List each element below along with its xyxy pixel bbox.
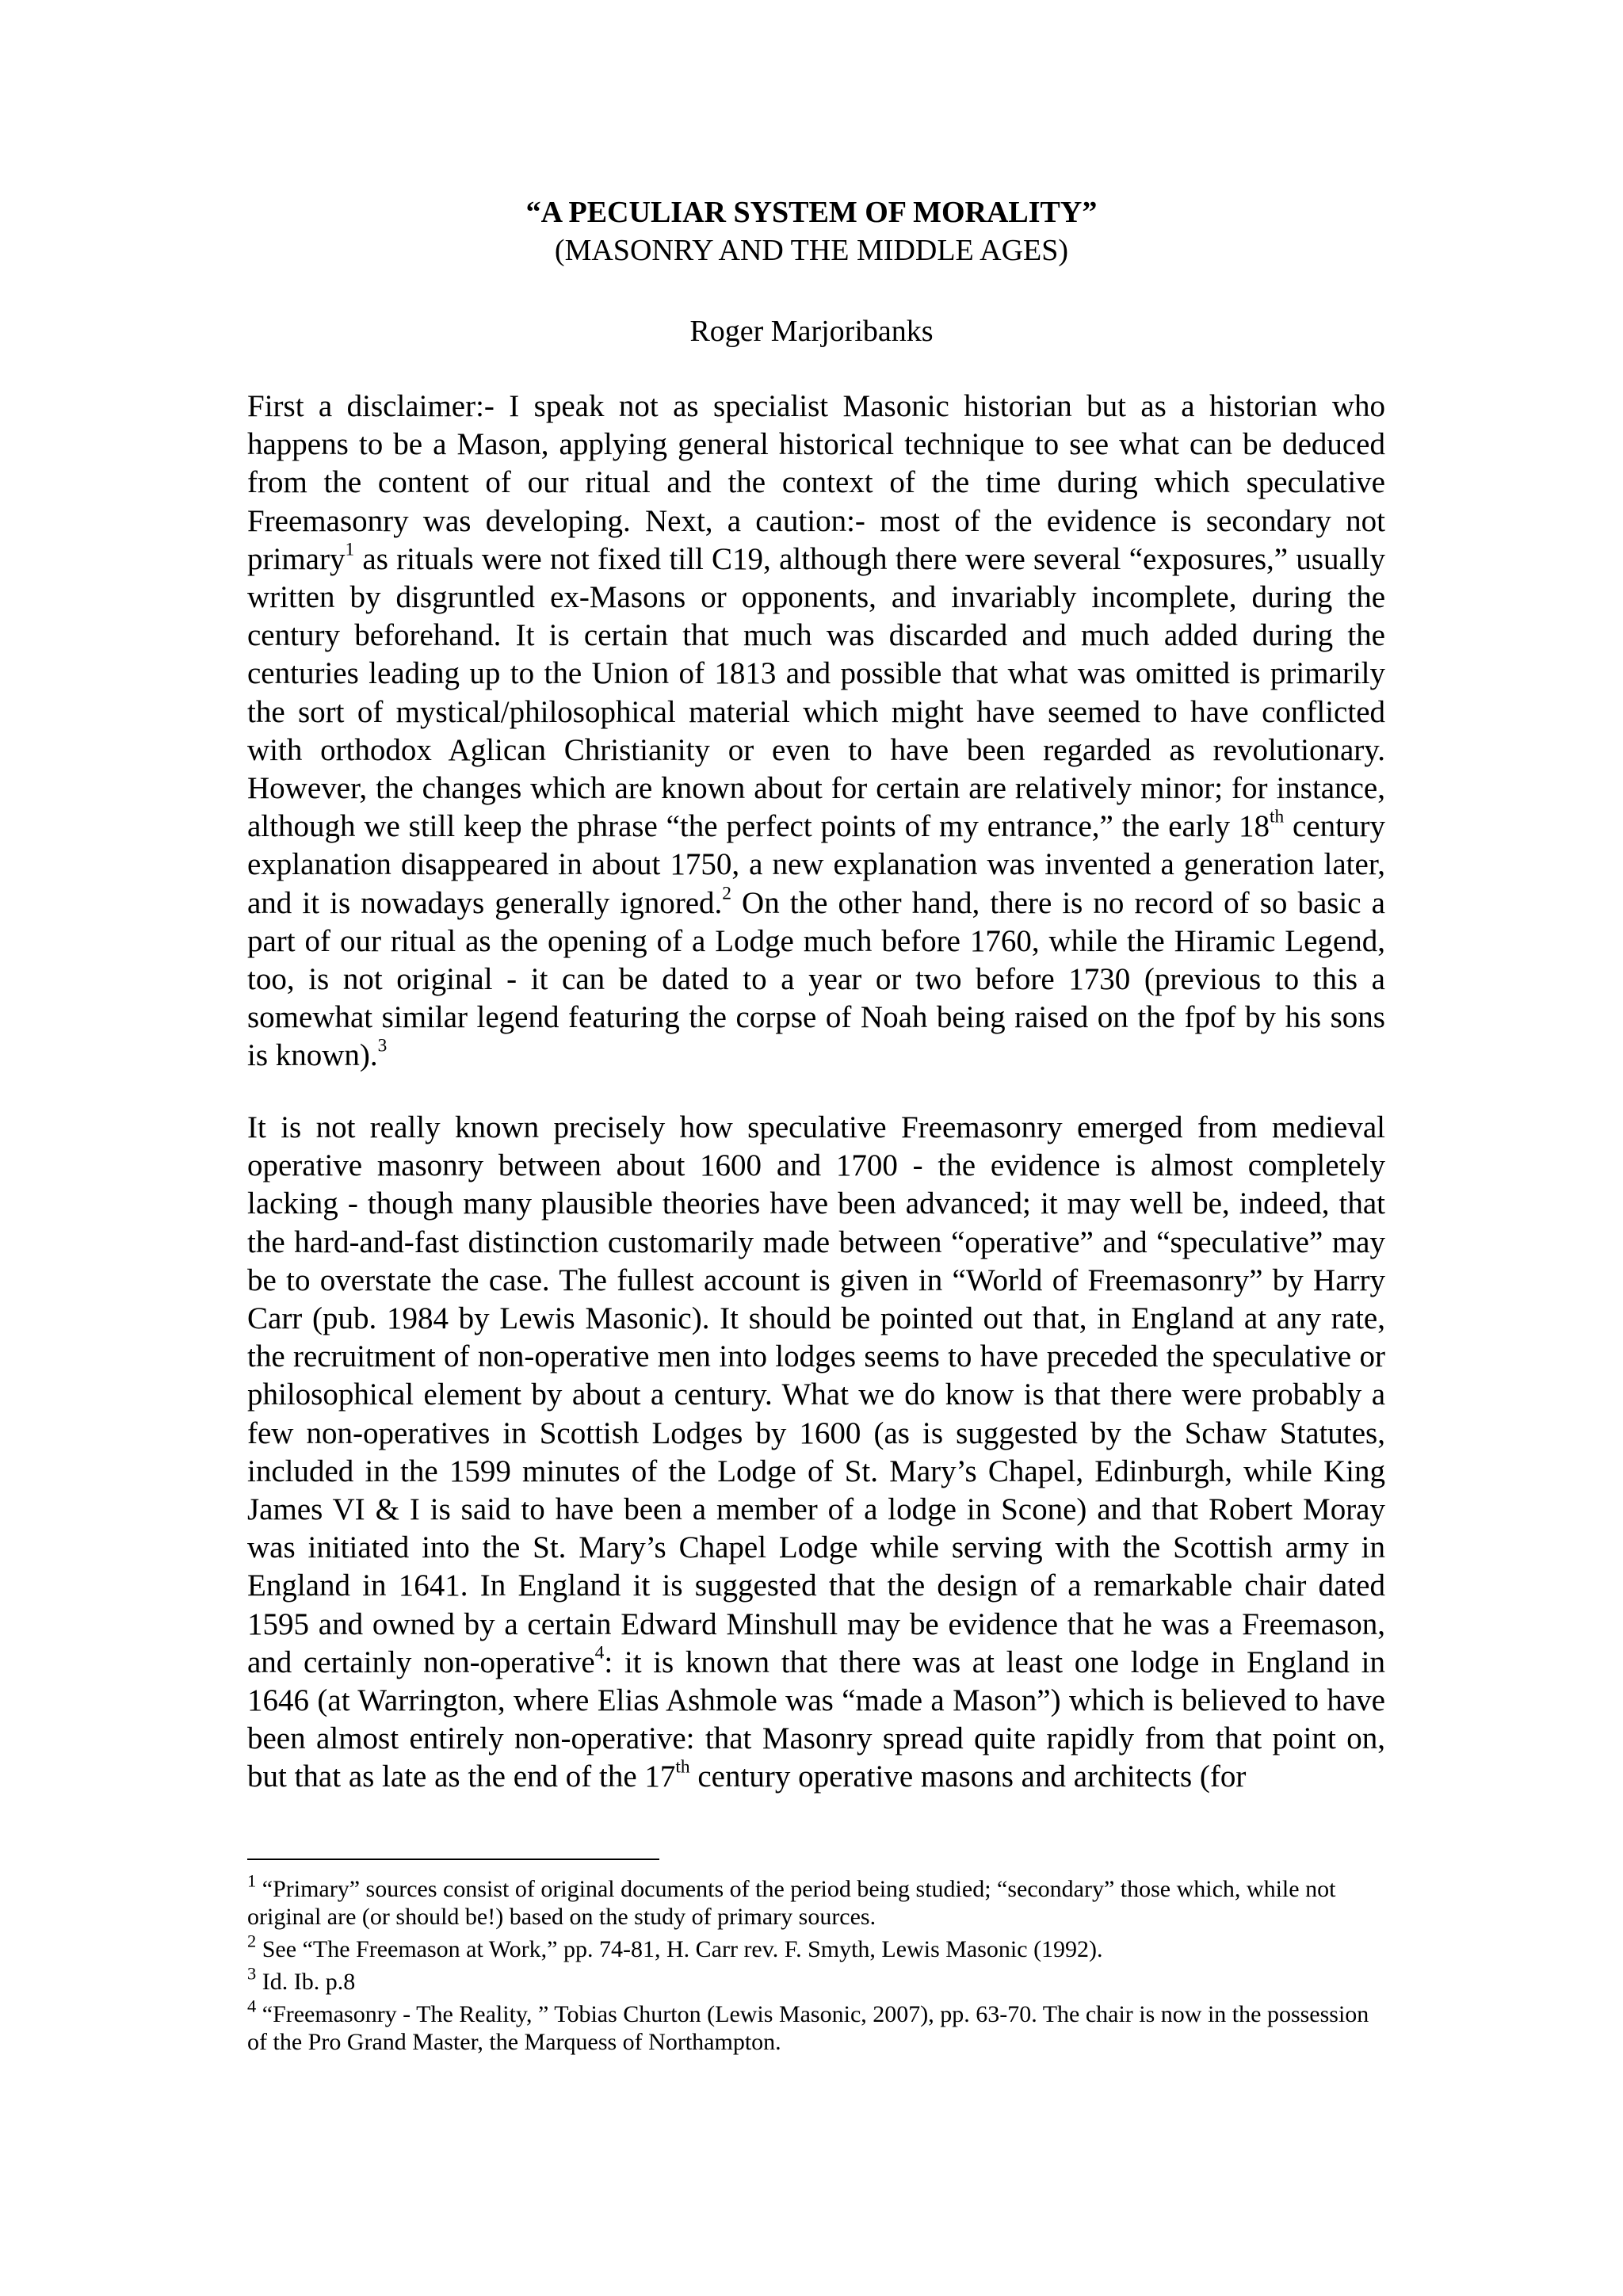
footnote-ref-1: 1 (345, 539, 355, 560)
paragraph-1-text-3: century explanation disappeared in about 1750, a new explanation was invented a generation later, and it is nowadays generally ignored. (247, 809, 1385, 920)
paragraph-1-text-4: On the other hand, there is no record of so basic a part of our ritual as the opening of a Lodge much before 1760, while the Hiramic Legend, too, is not original - it can be dated to a year or two before 1730 (previous to this a somewhat similar legend featuring the corpse of Noah being raised on the fpof by his sons is known). (247, 885, 1385, 1073)
footnote-number: 2 (247, 1931, 257, 1951)
footnote-divider (247, 1859, 659, 1860)
footnote-1 (247, 1870, 1385, 1931)
paragraph-1-text-1: First a disclaimer:- I speak not as specialist Masonic historian but as a historian who happens to be a Mason, applying general historical technique to see what can be deduced from the content of our ritual and the context of the time during which speculative Freemasonry was developing. Next, a caution:- most of the evidence is secondary not primary (247, 389, 1385, 576)
paragraph-1 (247, 388, 1385, 1075)
footnote-2 (247, 1931, 1385, 1963)
document-subtitle: (MASONRY AND THE MIDDLE AGES) (554, 234, 1069, 267)
paragraph-2-text-2: : it is known that there was at least one lodge in England in 1646 (at Warrington, where Elias Ashmole was “made a Mason”) which is believed to have been almost entirely non-operative: that Masonry spread quite rapidly from that point on, but that as late as the end of the 17 (247, 1645, 1386, 1794)
paragraph-1-text-2: as rituals were not fixed till C19, although there were several “exposures,” usually written by disgruntled ex-Masons or opponents, and invariably incomplete, during the century beforehand. It is certain that much was discarded and much added during the centuries leading up to the Union of 1813 and possible that what was omitted is primarily the sort of mystical/philosophical material which might have seemed to have conflicted with orthodox Aglican Christianity or even to have been regarded as revolutionary. However, the changes which are known about for certain are relatively minor; for instance, although we still keep the phrase “the perfect points of my entrance,” the early 18 (247, 541, 1385, 844)
footnote-4 (247, 1996, 1385, 2056)
footnote-number: 4 (247, 1996, 257, 2016)
footnote-number: 3 (247, 1963, 257, 1984)
footnote-3 (247, 1963, 1385, 1996)
footnote-text: “Primary” sources consist of original documents of the period being studied; “secondary” those which, while not original are (or should be!) based on the study of primary sources. (247, 1876, 1336, 1930)
document-title: “A PECULIAR SYSTEM OF MORALITY” (525, 196, 1098, 229)
footnote-text: “Freemasonry - The Reality, ” Tobias Churton (Lewis Masonic, 2007), pp. 63-70. The chair is now in the possession of the Pro Grand Master, the Marquess of Northampton. (247, 2001, 1369, 2055)
paragraph-2-text-3: century operative masons and architects (for (689, 1759, 1247, 1794)
footnotes (247, 1870, 1385, 2061)
paragraph-2-text-1: It is not really known precisely how speculative Freemasonry emerged from medieval operative masonry between about 1600 and 1700 - the evidence is almost completely lacking - though many plausible theories have been advanced; it may well be, indeed, that the hard-and-fast distinction customarily made between “operative” and “speculative” may be to overstate the case. The fullest account is given in “World of Freemasonry” by Harry Carr (pub. 1984 by Lewis Masonic). It should be pointed out that, in England at any rate, the recruitment of non-operative men into lodges seems to have preceded the speculative or philosophical element by about a century. What we do know is that there were probably a few non-operatives in Scottish Lodges by 1600 (as is suggested by the Schaw Statutes, included in the 1599 minutes of the Lodge of St. Mary’s Chapel, Edinburgh, while King James VI & I is said to have been a member of a lodge in Scone) and that Robert Moray was initiated into the St. Mary’s Chapel Lodge while serving with the Scottish army in England in 1641. In England it is suggested that the design of a remarkable chair dated 1595 and owned by a certain Edward Minshull may be evidence that he was a Freemason, and certainly non-operative (247, 1110, 1385, 1679)
footnote-ref-2: 2 (722, 883, 731, 904)
footnote-text: See “The Freemason at Work,” pp. 74-81, H. Carr rev. F. Smyth, Lewis Masonic (1992). (256, 1936, 1103, 1962)
ordinal-suffix: th (1270, 806, 1285, 827)
footnote-ref-3: 3 (377, 1035, 388, 1056)
footnote-text: Id. Ib. p.8 (256, 1969, 356, 1995)
footnote-number: 1 (247, 1870, 257, 1891)
footnote-ref-4: 4 (594, 1642, 605, 1664)
author-name: Roger Marjoribanks (689, 315, 934, 348)
paragraph-2 (247, 1109, 1385, 1797)
ordinal-suffix: th (675, 1756, 690, 1778)
